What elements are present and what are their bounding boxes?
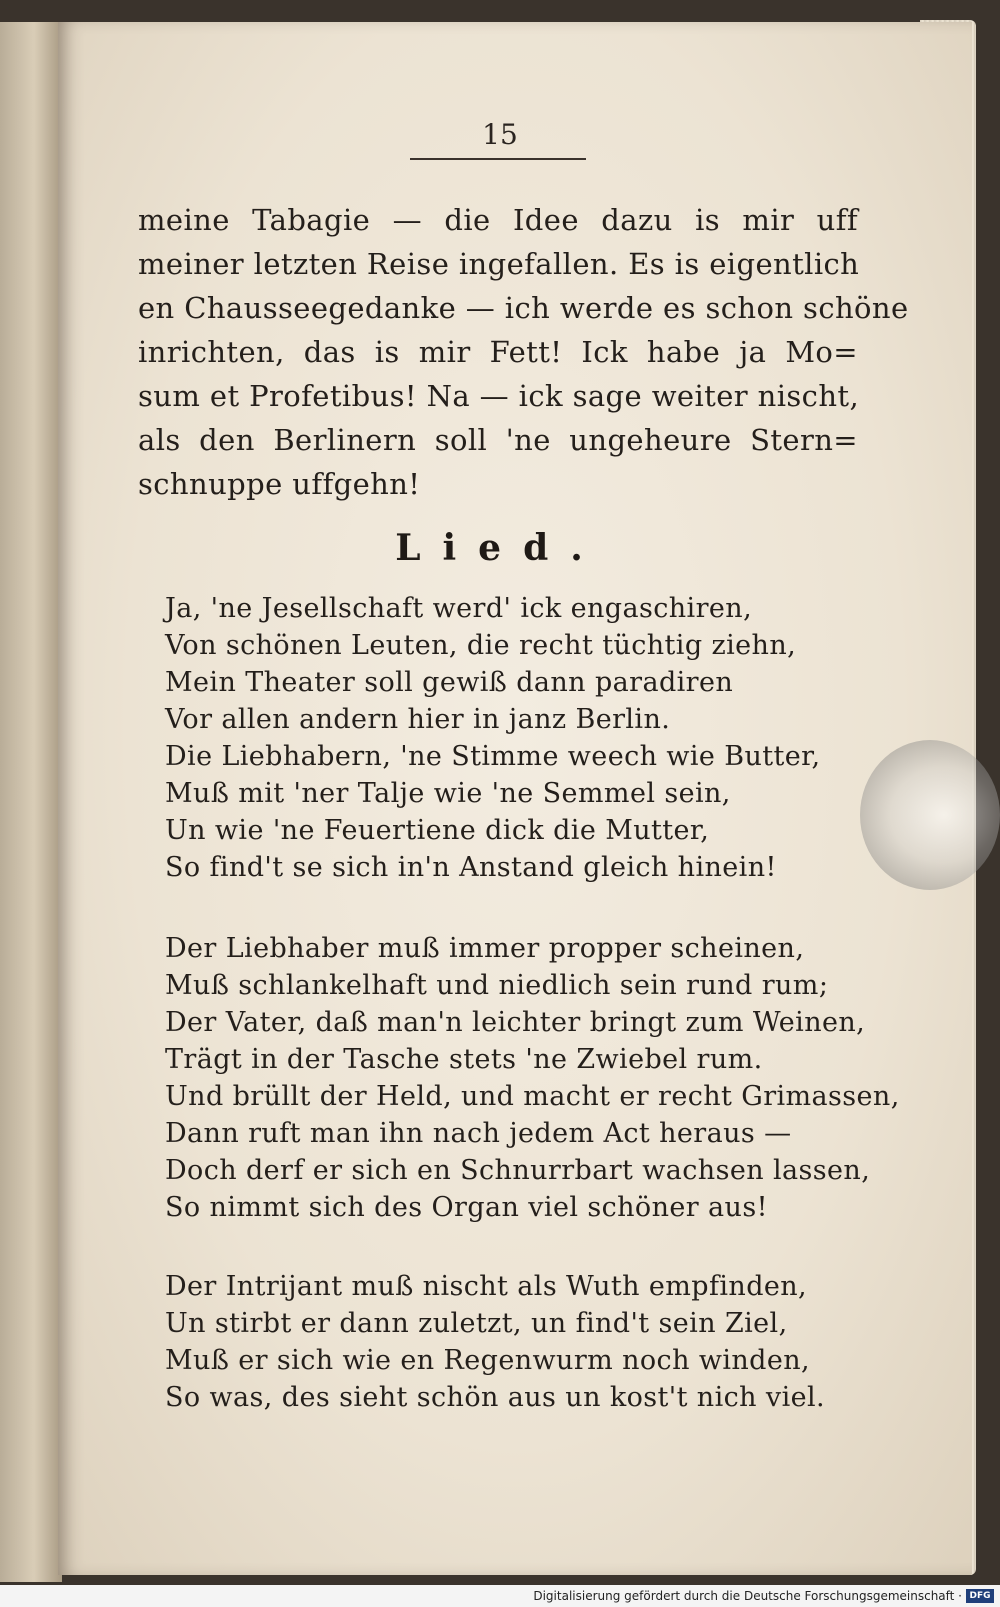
verse-line: So nimmt sich des Organ viel schöner aus!	[165, 1192, 768, 1223]
verse-line: Von schönen Leuten, die recht tüchtig ziehn,	[165, 630, 797, 661]
left-page-edge	[0, 22, 62, 1582]
page-number: 15	[482, 118, 518, 151]
verse-line: Doch derf er sich en Schnurrbart wachsen lassen,	[165, 1155, 871, 1186]
prose-block	[138, 198, 909, 506]
verse-line: Muß er sich wie en Regenwurm noch winden,	[165, 1345, 811, 1376]
verse-line: Und brüllt der Held, und macht er recht Grimassen,	[165, 1081, 900, 1112]
dfg-logo: DFG	[966, 1589, 994, 1603]
stanza-2	[165, 930, 900, 1226]
verse-line: Der Liebhaber muß immer propper scheinen,	[165, 933, 805, 964]
verse-line: Muß schlankelhaft und niedlich sein rund rum;	[165, 970, 829, 1001]
stanza-1	[165, 590, 855, 886]
prose-line: meine Tabagie — die Idee dazu is mir uff	[138, 203, 858, 237]
scanner-clamp	[860, 740, 1000, 890]
funding-credit: Digitalisierung gefördert durch die Deutsche Forschungsgemeinschaft ·	[533, 1589, 962, 1603]
stanza-3	[165, 1268, 855, 1416]
verse-line: Der Vater, daß man'n leichter bringt zum Weinen,	[165, 1007, 866, 1038]
verse-line: So was, des sieht schön aus un kost't nich viel.	[165, 1382, 826, 1413]
prose-line: inrichten, das is mir Fett! Ick habe ja Mo=	[138, 335, 858, 369]
prose-line: schnuppe uffgehn!	[138, 467, 421, 501]
prose-line: en Chausseegedanke — ich werde es schon schöne	[138, 291, 909, 325]
prose-line: sum et Profetibus! Na — ick sage weiter nischt,	[138, 379, 860, 413]
prose-line: als den Berlinern soll 'ne ungeheure Stern=	[138, 423, 858, 457]
verse-line: Der Intrijant muß nischt als Wuth empfinden,	[165, 1271, 808, 1302]
verse-line: Un stirbt er dann zuletzt, un find't sein Ziel,	[165, 1308, 788, 1339]
verse-line: So find't se sich in'n Anstand gleich hinein!	[165, 852, 777, 883]
verse-line: Vor allen andern hier in janz Berlin.	[165, 704, 671, 735]
verse-line: Dann ruft man ihn nach jedem Act heraus —	[165, 1118, 792, 1149]
verse-line: Trägt in der Tasche stets 'ne Zwiebel rum.	[165, 1044, 763, 1075]
verse-line: Die Liebhabern, 'ne Stimme weech wie Butter,	[165, 741, 821, 772]
verse-line: Muß mit 'ner Talje wie 'ne Semmel sein,	[165, 778, 731, 809]
song-heading: Lied.	[395, 527, 605, 569]
verse-line: Mein Theater soll gewiß dann paradiren	[165, 667, 734, 698]
verse-line: Ja, 'ne Jesellschaft werd' ick engaschiren,	[165, 593, 753, 624]
verse-line: Un wie 'ne Feuertiene dick die Mutter,	[165, 815, 710, 846]
digitization-footer	[0, 1585, 1000, 1607]
header-rule	[410, 158, 586, 160]
prose-line: meiner letzten Reise ingefallen. Es is eigentlich	[138, 247, 860, 281]
